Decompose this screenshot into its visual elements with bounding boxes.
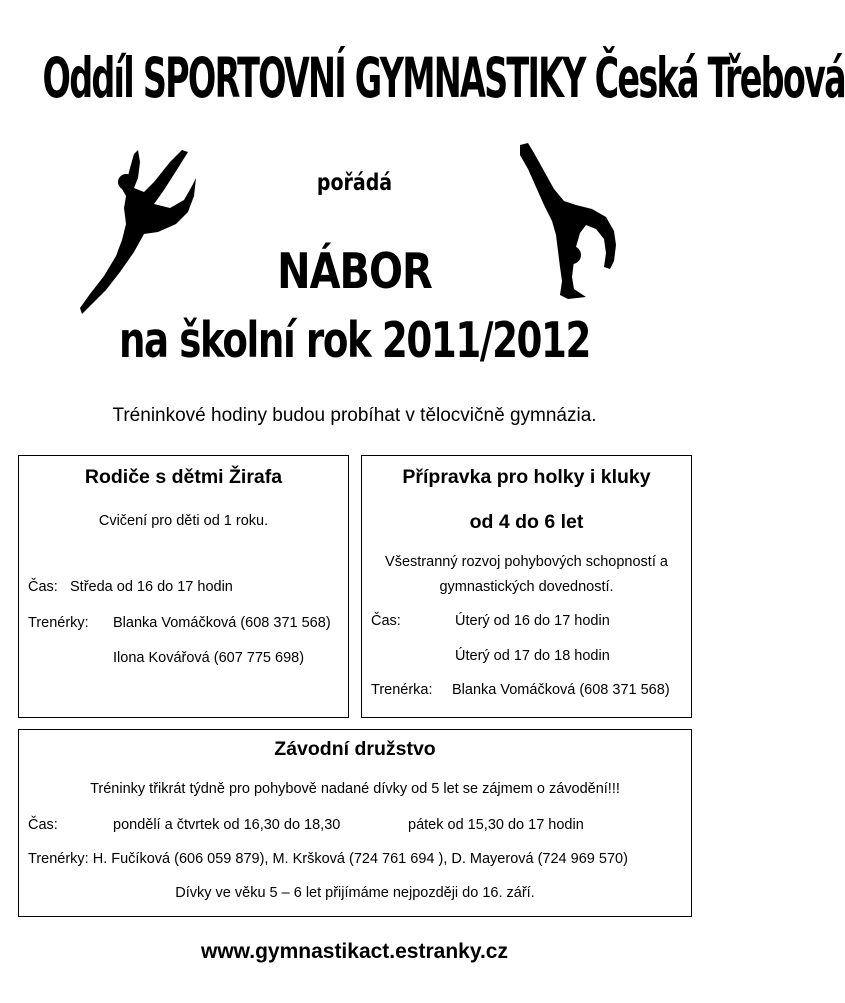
organizes-text: pořádá (316, 169, 393, 197)
time-label: Čas: (371, 613, 401, 629)
school-year-heading: na školní rok 2011/2012 (118, 313, 591, 370)
age-range-heading: od 4 do 6 let (469, 511, 584, 533)
website-url: www.gymnastikact.estranky.cz (201, 940, 508, 963)
box-heading: Rodiče s dětmi Žirafa (84, 466, 283, 488)
time-value: Úterý od 16 do 17 hodin (455, 613, 610, 629)
time-label: Čas: (28, 579, 58, 595)
trainers-list: Trenérky: H. Fučíková (606 059 879), M. Kršková (724 761 694 ), D. Mayerová (724 969 570) (28, 851, 628, 867)
time-label: Čas: (28, 817, 58, 833)
trainer-name: Blanka Vomáčková (608 371 568) (113, 615, 331, 631)
preschool-box (361, 455, 692, 718)
box-description: Tréninky třikrát týdně pro pohybově nadané dívky od 5 let se zájmem o závodění!!! (90, 781, 620, 797)
box-heading: Přípravka pro holky i kluky (402, 466, 651, 488)
age-note: Dívky ve věku 5 – 6 let přijímáme nejpozději do 16. září. (175, 885, 535, 901)
recruitment-heading: NÁBOR (277, 244, 432, 301)
intro-text: Tréninkové hodiny budou probíhat v tělocvičně gymnázia. (112, 405, 597, 426)
trainers-label: Trenérky: (28, 615, 89, 631)
poster-title: Oddíl SPORTOVNÍ GYMNASTIKY Česká Třebová (42, 46, 845, 110)
time-value: Středa od 16 do 17 hodin (70, 579, 233, 595)
box-description: Cvičení pro děti od 1 roku. (98, 513, 269, 529)
box-heading: Závodní družstvo (274, 738, 436, 760)
time-value: Úterý od 17 do 18 hodin (455, 648, 610, 664)
box-description: Všestranný rozvoj pohybových schopností a (385, 554, 668, 570)
time-value: pondělí a čtvrtek od 16,30 do 18,30 (113, 817, 341, 833)
trainer-label: Trenérka: (371, 682, 433, 698)
box-description: gymnastických dovedností. (439, 579, 614, 595)
competition-team-box (18, 729, 692, 917)
trainer-name: Blanka Vomáčková (608 371 568) (452, 682, 670, 698)
trainer-name: Ilona Kovářová (607 775 698) (113, 650, 305, 666)
parents-children-box (18, 455, 349, 718)
time-value: pátek od 15,30 do 17 hodin (408, 817, 584, 833)
